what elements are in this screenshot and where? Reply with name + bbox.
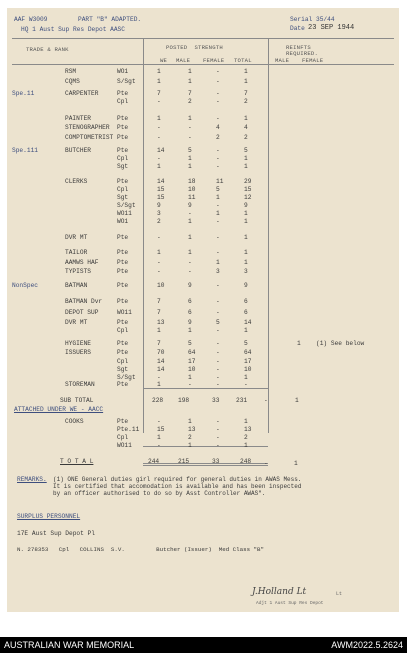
female-count: - <box>216 298 220 305</box>
subtotal-label: SUB TOTAL <box>60 397 94 404</box>
total-count: 17 <box>244 358 252 365</box>
rank: WO11 <box>117 442 132 449</box>
we-count: 2 <box>157 218 161 225</box>
rank: S/Sgt <box>117 374 136 381</box>
trade-name: RSM <box>65 68 77 75</box>
female-count: - <box>216 155 220 162</box>
total-total: 248 <box>240 458 252 465</box>
trade-name: STOREMAN <box>65 381 95 388</box>
male-count: 1 <box>188 163 192 170</box>
trade-name: TAILOR <box>65 249 88 256</box>
male-count: 1 <box>188 442 192 449</box>
total-count: 1 <box>244 163 248 170</box>
we-count: 1 <box>157 327 161 334</box>
male-count: 9 <box>188 282 192 289</box>
male-count: 1 <box>188 234 192 241</box>
caption-institution: AUSTRALIAN WAR MEMORIAL <box>4 640 135 650</box>
total-count: 10 <box>244 366 252 373</box>
total-count: 6 <box>244 309 248 316</box>
male-count: 10 <box>188 186 196 193</box>
female-count: 4 <box>216 124 220 131</box>
we-count: 1 <box>157 68 161 75</box>
trade-name: DVR MT <box>65 319 88 326</box>
male-count: 17 <box>188 358 196 365</box>
we-count: 14 <box>157 358 165 365</box>
we-count: 15 <box>157 186 165 193</box>
total-count: 64 <box>244 349 252 356</box>
column-header-reinfts: REINFTS <box>286 44 311 51</box>
male-count: 10 <box>188 366 196 373</box>
male-count: 2 <box>188 98 192 105</box>
we-count: 1 <box>157 115 161 122</box>
male-count: 1 <box>188 78 192 85</box>
rank: WO1 <box>117 218 129 225</box>
female-count: 1 <box>216 210 220 217</box>
rank: Cpl <box>117 98 129 105</box>
total-count: 1 <box>244 442 248 449</box>
total-rule <box>143 446 268 447</box>
we-count: 15 <box>157 426 165 433</box>
remarks-label: REMARKS. <box>17 476 47 483</box>
subtotal-reinf-male: 1 <box>295 397 299 404</box>
group-code: Spe.11 <box>12 90 35 97</box>
male-count: 1 <box>188 218 192 225</box>
total-count: 12 <box>244 194 252 201</box>
trade-name: CQMS <box>65 78 80 85</box>
male-count: 9 <box>188 319 192 326</box>
we-count: - <box>157 134 161 141</box>
male-count: 7 <box>188 90 192 97</box>
total-count: 14 <box>244 319 252 326</box>
we-count: 7 <box>157 90 161 97</box>
rank: Sgt <box>117 163 129 170</box>
rank: Pte <box>117 282 129 289</box>
subtotal-dash: - <box>264 397 268 404</box>
subtotal-female: 33 <box>212 397 220 404</box>
column-header-trade-rank: TRADE & RANK <box>26 46 69 53</box>
female-count: - <box>216 366 220 373</box>
male-count: 2 <box>188 434 192 441</box>
rank: Pte <box>117 249 129 256</box>
group-code: NonSpec <box>12 282 38 289</box>
surplus-heading: SURPLUS PERSONNEL <box>17 513 81 520</box>
trade-name: COMPTOMETRIST <box>65 134 114 141</box>
male-count: - <box>188 259 192 266</box>
total-count: 5 <box>244 147 248 154</box>
rank: Sgt <box>117 366 129 373</box>
we-count: 1 <box>157 381 161 388</box>
male-count: 6 <box>188 309 192 316</box>
date-label: Date <box>290 25 305 32</box>
total-count: 1 <box>244 327 248 334</box>
female-count: 1 <box>216 194 220 201</box>
total-male: 215 <box>178 458 190 465</box>
female-count: - <box>216 115 220 122</box>
column-header-female: FEMALE <box>203 57 225 64</box>
we-count: - <box>157 259 161 266</box>
caption-bar <box>0 637 407 653</box>
we-count: - <box>157 374 161 381</box>
female-count: 11 <box>216 178 224 185</box>
female-count: - <box>216 282 220 289</box>
male-count: 1 <box>188 249 192 256</box>
trade-name: CARPENTER <box>65 90 99 97</box>
total-count: 1 <box>244 78 248 85</box>
male-count: 1 <box>188 374 192 381</box>
female-count: - <box>216 327 220 334</box>
female-count: - <box>216 442 220 449</box>
female-count: 1 <box>216 259 220 266</box>
total-count: 7 <box>244 90 248 97</box>
rank: Pte <box>117 349 129 356</box>
female-count: - <box>216 78 220 85</box>
total-count: 2 <box>244 434 248 441</box>
we-count: - <box>157 124 161 131</box>
female-count: - <box>216 434 220 441</box>
we-count: 13 <box>157 319 165 326</box>
signature-suffix: Lt <box>336 591 343 597</box>
table-header-rule <box>12 64 394 65</box>
total-count: 1 <box>244 249 248 256</box>
female-count: - <box>216 90 220 97</box>
serial-number: Serial 35/44 <box>290 16 335 23</box>
total-count: 4 <box>244 124 248 131</box>
total-count: 9 <box>244 282 248 289</box>
female-count: - <box>216 381 220 388</box>
form-number: AAF W3009 <box>14 16 48 23</box>
trade-name: DVR MT <box>65 234 88 241</box>
trade-name: STENOGRAPHER <box>65 124 110 131</box>
male-count: 9 <box>188 202 192 209</box>
male-count: 18 <box>188 178 196 185</box>
total-count: 2 <box>244 134 248 141</box>
reinf-female-note: (1) See below <box>316 340 365 347</box>
total-count: 13 <box>244 426 252 433</box>
we-count: - <box>157 268 161 275</box>
female-count: - <box>216 249 220 256</box>
trade-name: ISSUERS <box>65 349 91 356</box>
trade-name: TYPISTS <box>65 268 91 275</box>
female-count: 2 <box>216 134 220 141</box>
trade-name: BATMAN <box>65 282 88 289</box>
rank: WO11 <box>117 210 132 217</box>
we-count: 70 <box>157 349 165 356</box>
female-count: - <box>216 349 220 356</box>
surplus-unit: 17E Aust Sup Depot Pl <box>17 530 95 537</box>
male-count: 1 <box>188 155 192 162</box>
total-count: 9 <box>244 202 248 209</box>
column-header-required: REQUIRED. <box>286 50 319 57</box>
rank: Pte <box>117 298 129 305</box>
total-count: 5 <box>244 340 248 347</box>
column-header-we: WE <box>160 57 168 64</box>
rank: Pte <box>117 115 129 122</box>
rank: Pte <box>117 418 129 425</box>
total-label: T O T A L <box>60 458 94 465</box>
column-header-reinf-male: MALE <box>275 57 290 64</box>
trade-name: BATMAN Dvr <box>65 298 103 305</box>
we-count: 1 <box>157 78 161 85</box>
we-count: 1 <box>157 163 161 170</box>
total-count: 1 <box>244 155 248 162</box>
trade-name: BUTCHER <box>65 147 91 154</box>
rank: Cpl <box>117 186 129 193</box>
we-count: 15 <box>157 194 165 201</box>
trade-name: DEPOT SUP <box>65 309 99 316</box>
male-count: 1 <box>188 418 192 425</box>
male-count: 6 <box>188 298 192 305</box>
female-count: - <box>216 163 220 170</box>
remarks-line-2: It is certified that accomodation is available and has been inspected <box>53 483 302 490</box>
rank: Pte <box>117 147 129 154</box>
attached-heading: ATTACHED UNDER WE - AACC <box>14 406 104 413</box>
rank: Cpl <box>117 358 129 365</box>
signature: J.Holland Lt <box>252 587 307 597</box>
we-count: - <box>157 418 161 425</box>
female-count: - <box>216 218 220 225</box>
unit-name: HQ 1 Aust Sup Res Depot AASC <box>21 26 125 33</box>
trade-name: CLERKS <box>65 178 88 185</box>
total-count: 1 <box>244 68 248 75</box>
rank: S/Sgt <box>117 78 136 85</box>
rank: WO1 <box>117 68 129 75</box>
we-count: - <box>157 234 161 241</box>
rank: Cpl <box>117 434 129 441</box>
total-count: - <box>244 381 248 388</box>
male-count: - <box>188 134 192 141</box>
male-count: 1 <box>188 68 192 75</box>
total-count: 3 <box>244 268 248 275</box>
we-count: 14 <box>157 147 165 154</box>
rank: Cpl <box>117 155 129 162</box>
subtotal-total: 231 <box>236 397 248 404</box>
male-count: 13 <box>188 426 196 433</box>
male-count: 5 <box>188 340 192 347</box>
female-count: 3 <box>216 268 220 275</box>
male-count: - <box>188 381 192 388</box>
remarks-line-3: by an officer authorised to do so by Asst Controller AWAS". <box>53 490 266 497</box>
rank: Pte <box>117 259 129 266</box>
total-count: 6 <box>244 298 248 305</box>
rank: Pte <box>117 178 129 185</box>
female-count: - <box>216 202 220 209</box>
total-count: 1 <box>244 210 248 217</box>
rank: WO11 <box>117 309 132 316</box>
total-count: 1 <box>244 374 248 381</box>
trade-name: PAINTER <box>65 115 91 122</box>
female-count: - <box>216 234 220 241</box>
total-reinf-male: 1 <box>294 460 298 467</box>
we-count: - <box>157 155 161 162</box>
male-count: - <box>188 210 192 217</box>
we-count: 10 <box>157 282 165 289</box>
reinf-male-count: 1 <box>297 340 301 347</box>
rank: Pte <box>117 268 129 275</box>
female-count: - <box>216 358 220 365</box>
rank: Pte <box>117 124 129 131</box>
we-count: 1 <box>157 249 161 256</box>
rank: Pte <box>117 340 129 347</box>
group-code: Spe.111 <box>12 147 38 154</box>
rank: Cpl <box>117 327 129 334</box>
column-header-reinf-female: FEMALE <box>302 57 324 64</box>
male-count: 11 <box>188 194 196 201</box>
total-count: 29 <box>244 178 252 185</box>
we-count: 7 <box>157 309 161 316</box>
we-count: 3 <box>157 210 161 217</box>
male-count: 1 <box>188 327 192 334</box>
female-count: - <box>216 309 220 316</box>
subtotal-rule <box>143 388 268 389</box>
rank: Pte.11 <box>117 426 140 433</box>
rank: Pte <box>117 90 129 97</box>
female-count: - <box>216 418 220 425</box>
we-count: 14 <box>157 178 165 185</box>
trade-name: COOKS <box>65 418 84 425</box>
we-count: 1 <box>157 434 161 441</box>
table-top-rule <box>12 38 394 39</box>
surplus-entry: N. 278353 Cpl COLLINS S.V. Butcher (Issuer) Med Class "B" <box>17 546 264 553</box>
male-count: - <box>188 124 192 131</box>
total-dash: - <box>264 460 268 467</box>
we-count: 9 <box>157 202 161 209</box>
column-header-male: MALE <box>176 57 191 64</box>
female-count: - <box>216 340 220 347</box>
female-count: 5 <box>216 186 220 193</box>
column-divider <box>143 38 144 433</box>
male-count: 64 <box>188 349 196 356</box>
we-count: - <box>157 98 161 105</box>
column-header-posted-strength: POSTED STRENGTH <box>166 44 223 51</box>
total-count: 1 <box>244 234 248 241</box>
subtotal-male: 198 <box>178 397 190 404</box>
trade-name: HYGIENE <box>65 340 91 347</box>
total-we: 244 <box>148 458 160 465</box>
date-stamp: 23 SEP 1944 <box>308 24 355 32</box>
we-count: 14 <box>157 366 165 373</box>
rank: S/Sgt <box>117 202 136 209</box>
total-count: 1 <box>244 115 248 122</box>
female-count: 5 <box>216 319 220 326</box>
rank: Pte <box>117 234 129 241</box>
male-count: - <box>188 268 192 275</box>
total-double-rule <box>143 465 268 466</box>
rank: Pte <box>117 381 129 388</box>
we-count: 7 <box>157 298 161 305</box>
column-header-total: TOTAL <box>234 57 252 64</box>
signature-title: Adjt 1 Aust Sup Res Depot <box>256 601 324 606</box>
trade-name: AAMWS HAF <box>65 259 99 266</box>
total-count: 1 <box>244 418 248 425</box>
we-count: 7 <box>157 340 161 347</box>
male-count: 5 <box>188 147 192 154</box>
rank: Pte <box>117 319 129 326</box>
male-count: 1 <box>188 115 192 122</box>
female-count: - <box>216 147 220 154</box>
total-count: 1 <box>244 218 248 225</box>
total-count: 2 <box>244 98 248 105</box>
total-count: 1 <box>244 259 248 266</box>
form-part: PART "B" ADAPTED. <box>78 16 142 23</box>
total-female: 33 <box>212 458 220 465</box>
female-count: - <box>216 68 220 75</box>
rank: Pte <box>117 134 129 141</box>
female-count: - <box>216 426 220 433</box>
total-count: 15 <box>244 186 252 193</box>
column-divider <box>268 38 269 433</box>
rank: Sgt <box>117 194 129 201</box>
we-count: - <box>157 442 161 449</box>
caption-accession-number: AWM2022.5.2624 <box>331 640 403 650</box>
female-count: - <box>216 374 220 381</box>
female-count: - <box>216 98 220 105</box>
subtotal-we: 228 <box>152 397 164 404</box>
remarks-line-1: (1) ONE General duties girl required for general duties in AWAS Mess. <box>53 476 302 483</box>
